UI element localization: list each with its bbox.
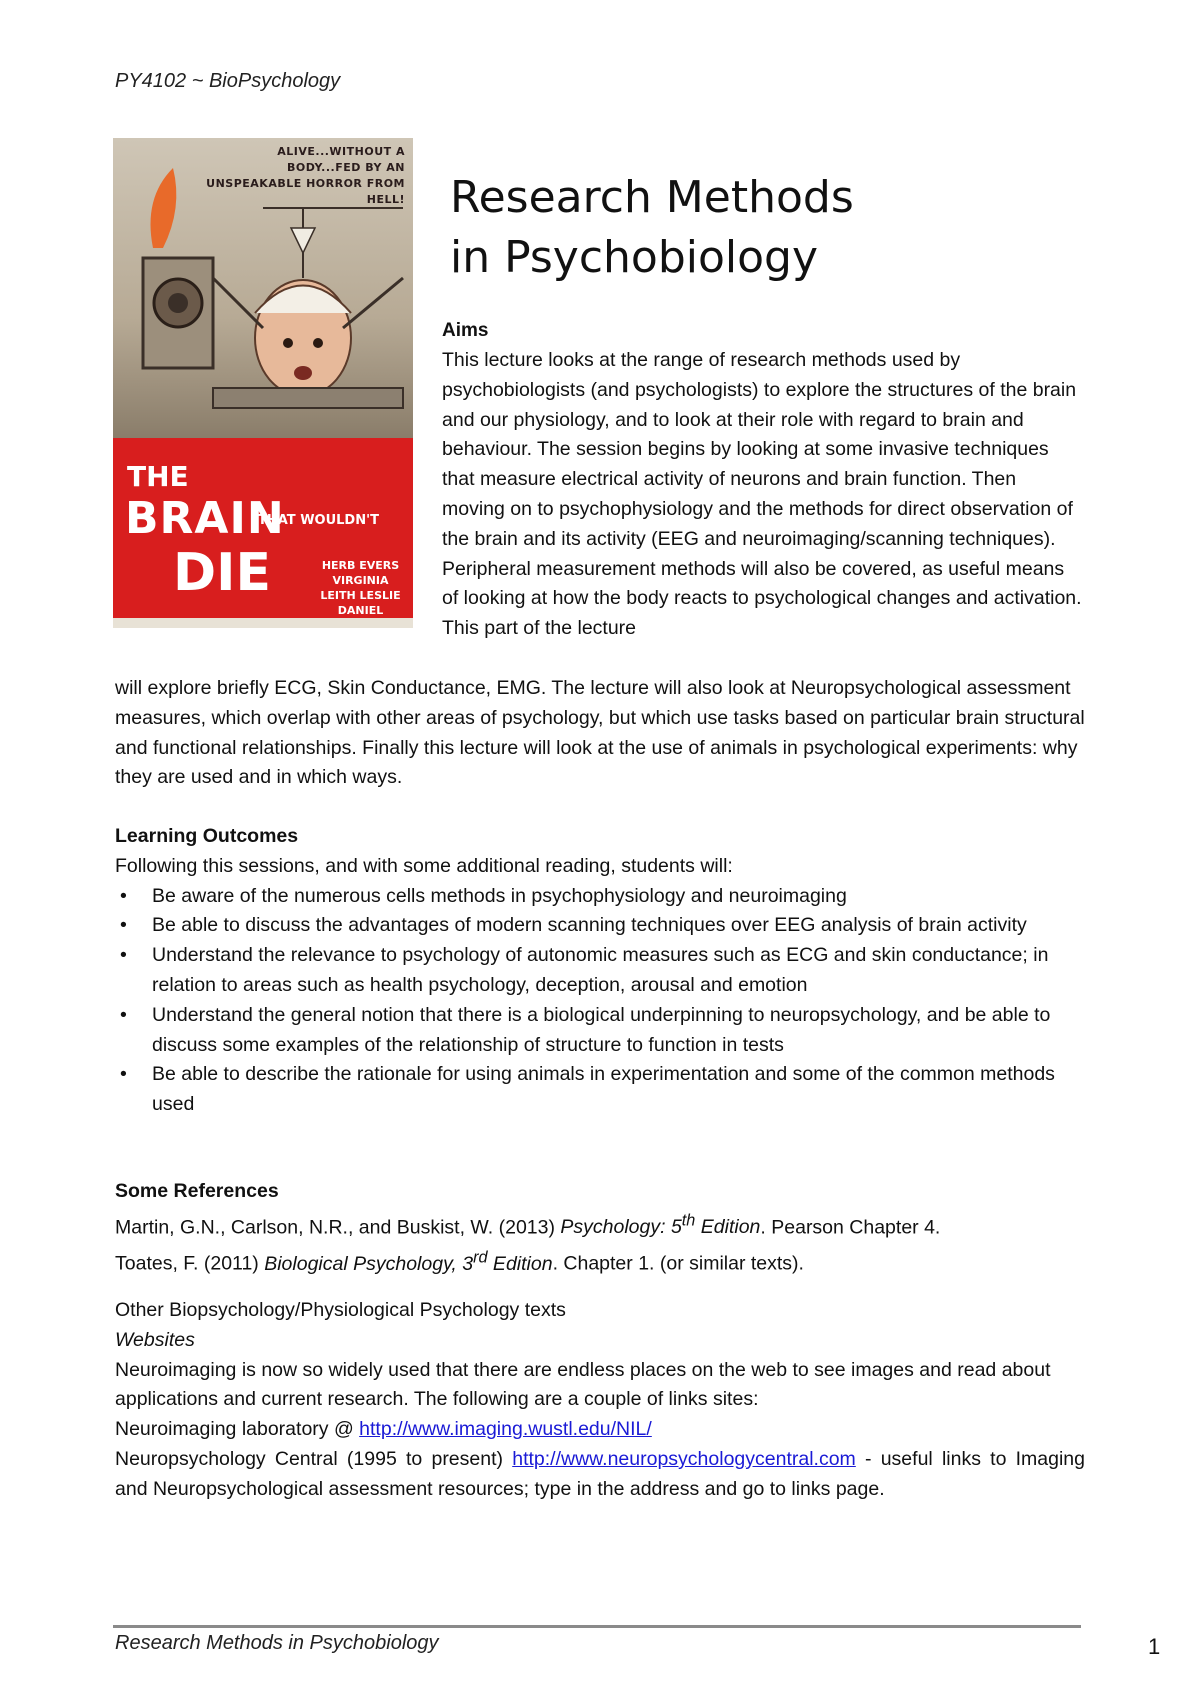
learning-outcomes-heading: Learning Outcomes [115,825,299,847]
poster-tagline: ALIVE...WITHOUT A BODY...FED BY AN UNSPEAKABLE HORROR FROM HELL! [206,145,405,206]
learning-outcomes-list [115,882,1085,1120]
references-heading: Some References [115,1180,279,1202]
poster-cast: HERB EVERS VIRGINIA LEITH LESLIE DANIEL [320,559,401,617]
poster-credits-strip [113,618,413,628]
reference-entry: Toates, F. (2011) Biological Psychology, 3rd Edition. Chapter 1. (or similar texts). [115,1248,804,1275]
aims-heading: Aims [442,320,489,341]
list-item: • Understand the general notion that there is a biological underpinning to neuropsychology, and be able to discuss some examples of the relationship of structure to function in tests [115,1001,1085,1061]
other-texts-heading: Other Biopsychology/Physiological Psychology texts [115,1299,566,1321]
list-item: • Understand the relevance to psychology of autonomic measures such as ECG and skin conductance; in relation to areas such as health psychology, deception, arousal and emotion [115,941,1085,1001]
aims-text-column: This lecture looks at the range of research methods used by psychobiologists (and psychologists) to explore the structures of the brain and our physiology, and to look at their role with regard to brain and behaviour. The session begins by looking at some invasive techniques that measure electrical activity of neurons and brain function. Then moving on to psychophysiology and the methods for direct observation of the brain and its activity (EEG and neuroimaging/scanning techniques). Peripheral measurement methods will also be covered, as useful means of looking at how the body reacts to psychological changes and activation. This part of the lecture [442,349,1082,640]
poster-title-line: DIE [173,543,272,603]
link-line: Neuropsychology Central (1995 to present) http://www.neuropsychologycentral.com - useful links to Imaging and Neuropsychological assessment resources; type in the address and go to links page. [115,1447,1085,1500]
reference-entry: Martin, G.N., Carlson, N.R., and Buskist, W. (2013) Psychology: 5th Edition. Pearson Chapter 4. [115,1211,941,1239]
poster-title-line: THAT WOULDN'T [258,513,379,528]
page-title-line: in Psychobiology [450,232,819,283]
link-line: Neuroimaging laboratory @ http://www.imaging.wustl.edu/NIL/ [115,1418,652,1441]
other-texts-section [115,1296,1085,1505]
poster-title-line: THE [127,460,189,493]
neuropsychology-central-link[interactable]: http://www.neuropsychologycentral.com [512,1447,856,1470]
page-title [450,168,854,288]
movie-poster-image [113,138,413,628]
bullet-icon: • [120,1063,127,1086]
bullet-icon: • [120,884,127,907]
learning-outcomes-section [115,822,1085,1120]
bullet-icon: • [120,1003,127,1026]
references-section [115,1177,1085,1279]
bullet-icon: • [120,914,127,937]
websites-text: Neuroimaging is now so widely used that there are endless places on the web to see images and read about applications and current research. The following are a couple of links sites: [115,1358,1051,1411]
websites-label: Websites [115,1328,195,1351]
poster-title-line: BRAIN [125,493,285,544]
learning-outcomes-intro: Following this sessions, and with some additional reading, students will: [115,854,733,877]
aims-text-full: will explore briefly ECG, Skin Conductance, EMG. The lecture will also look at Neuropsychological assessment measures, which overlap with other areas of psychology, but which use tasks based on particular brain structural and functional relationships. Finally this lecture will look at the use of animals in psychological experiments: why they are used and in which ways. [115,677,1085,789]
footer-divider [113,1625,1081,1628]
imaging-lab-link[interactable]: http://www.imaging.wustl.edu/NIL/ [359,1418,652,1441]
list-item: • Be aware of the numerous cells methods in psychophysiology and neuroimaging [115,882,1085,912]
page-header: PY4102 ~ BioPsychology [115,70,341,92]
page-title-line: Research Methods [450,172,854,223]
bullet-icon: • [120,944,127,967]
list-item: • Be able to discuss the advantages of modern scanning techniques over EEG analysis of brain activity [115,911,1085,941]
list-item: • Be able to describe the rationale for using animals in experimentation and some of the common methods used [115,1060,1085,1120]
page-number: 1 [1148,1634,1161,1659]
footer-title: Research Methods in Psychobiology [115,1632,439,1654]
